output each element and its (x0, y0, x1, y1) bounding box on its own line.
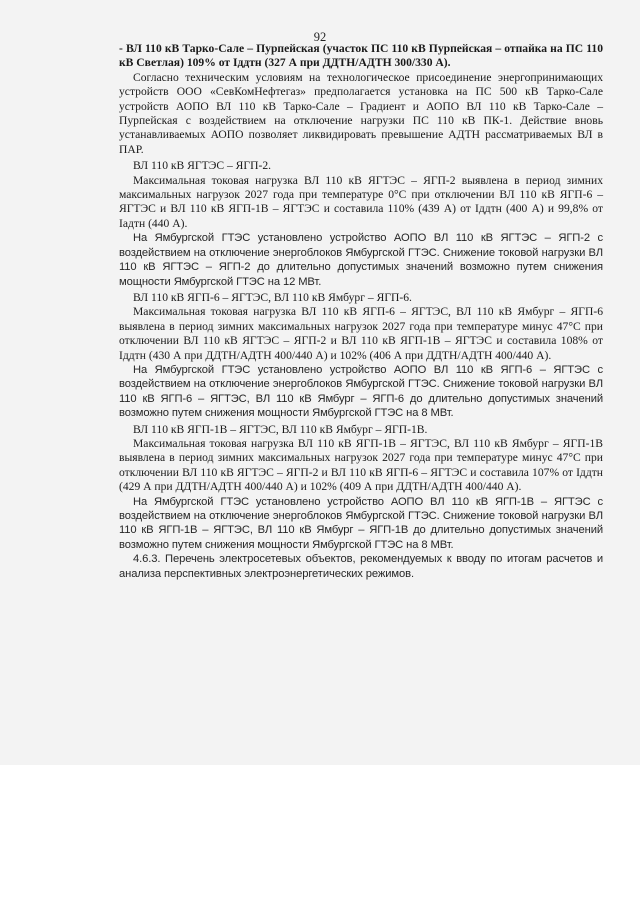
paragraph-ygp1v-ygtes-load: Максимальная токовая нагрузка ВЛ 110 кВ ЯГП-1В – ЯГТЭС, ВЛ 110 кВ Ямбург – ЯГП-1В выявлена в период зимних максимальных нагрузок 2027 года при температуре минус 47°С при отключении ВЛ 110 кВ ЯГТЭС – ЯГП-2 и ВЛ 110 кВ ЯГП-6 – ЯГТЭС и составила 107% от Iддтн (429 А при ДДТН/АДТН 400/440 А) и 102% (409 А при ДДТН/АДТН 400/440 А). (119, 436, 603, 494)
paragraph-ygp6-ygtes-load: Максимальная токовая нагрузка ВЛ 110 кВ ЯГП-6 – ЯГТЭС, ВЛ 110 кВ Ямбург – ЯГП-6 выявлена в период зимних максимальных нагрузок 2027 года при температуре минус 47°С при отключении ВЛ 110 кВ ЯГТЭС – ЯГП-2 и ВЛ 110 кВ ЯГП-1В – ЯГТЭС и составила 108% от Iддтн (430 А при ДДТН/АДТН 400/440 А) и 102% (406 А при ДДТН/АДТН 400/440 А). (119, 305, 603, 362)
heading-ygp1v-ygtes: ВЛ 110 кВ ЯГП-1В – ЯГТЭС, ВЛ 110 кВ Ямбург – ЯГП-1В. (133, 422, 428, 436)
paragraph-ygtes-ygp2-load: Максимальная токовая нагрузка ВЛ 110 кВ ЯГТЭС – ЯГП-2 выявлена в период зимних максимальных нагрузок 2027 года при температуре 0°С при отключении ВЛ 110 кВ ЯГП-6 – ЯГТЭС и ВЛ 110 кВ ЯГП-1В – ЯГТЭС и составила 110% (439 А) от Iддтн (400 А) и 99,8% от Iадтн (440 А). (119, 173, 603, 230)
paragraph-aopo-sevkomneftegaz: Согласно техническим условиям на технологическое присоединение энергопринимающих устройств ООО «СевКомНефтегаз» предполагается установка на ПС 500 кВ Тарко-Сале устройств АОПО ВЛ 110 кВ Тарко-Сале – Градиент и АОПО ВЛ 110 кВ Тарко-Сале – Пурпейская с воздействием на отключение нагрузки ПС 110 кВ ПК-1. Действие вновь устанавливаемых АОПО позволяет ликвидировать превышение АДТН рассматриваемых ВЛ в ПАР. (119, 70, 603, 156)
document-body (119, 42, 603, 581)
paragraph-ygp6-ygtes-aopo: На Ямбургской ГТЭС установлено устройство АОПО ВЛ 110 кВ ЯГП-6 – ЯГТЭС с воздействием на отключение энергоблоков Ямбургской ГТЭС. Снижение токовой нагрузки ВЛ 110 кВ ЯГП-6 – ЯГТЭС, ВЛ 110 кВ Ямбург – ЯГП-6 до длительно допустимых значений возможно путем снижения мощности Ямбургской ГТЭС на 8 МВт. (119, 363, 603, 420)
heading-ygtes-ygp2: ВЛ 110 кВ ЯГТЭС – ЯГП-2. (133, 159, 272, 173)
paragraph-ygtes-ygp2-aopo: На Ямбургской ГТЭС установлено устройство АОПО ВЛ 110 кВ ЯГТЭС – ЯГП-2 с воздействием на отключение энергоблоков Ямбургской ГТЭС. Снижение токовой нагрузки ВЛ 110 кВ ЯГТЭС – ЯГП-2 до длительно допустимых значений возможно путем снижения мощности Ямбургской ГТЭС на 12 МВт. (119, 232, 603, 288)
page-number: 92 (313, 30, 327, 44)
paragraph-ygp1v-ygtes-aopo: На Ямбургской ГТЭС установлено устройство АОПО ВЛ 110 кВ ЯГП-1В – ЯГТЭС с воздействием на отключение энергоблоков Ямбургской ГТЭС. Снижение токовой нагрузки ВЛ 110 кВ ЯГП-1В – ЯГТЭС, ВЛ 110 кВ Ямбург – ЯГП-1В до длительно допустимых значений возможно путем снижения мощности Ямбургской ГТЭС на 8 МВт. (119, 495, 603, 551)
heading-ygp6-ygtes: ВЛ 110 кВ ЯГП-6 – ЯГТЭС, ВЛ 110 кВ Ямбург – ЯГП-6. (133, 290, 412, 304)
paragraph-overload-tarko-sale: - ВЛ 110 кВ Тарко-Сале – Пурпейская (участок ПС 110 кВ Пурпейская – отпайка на ПС 110 кВ Светлая) 109% от Iддтн (327 А при ДДТН/АДТН 300/330 А). (119, 42, 603, 70)
section-4-6-3-title: 4.6.3. Перечень электросетевых объектов, рекомендуемых к вводу по итогам расчетов и анализа перспективных электроэнергетических режимов. (119, 553, 603, 580)
